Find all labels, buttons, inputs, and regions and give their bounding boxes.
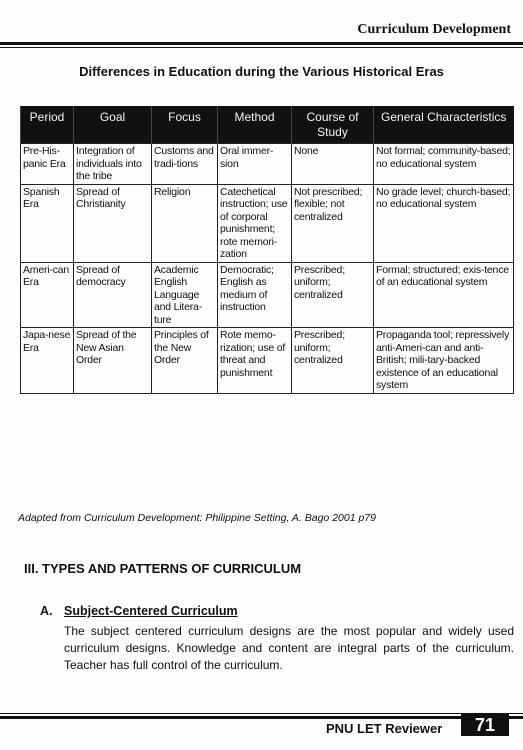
cell-goal: Spread of Christianity: [74, 184, 152, 262]
cell-general-characteristics: No grade level; church-based; no educational system: [374, 184, 514, 262]
body-paragraph: The subject centered curriculum designs are the most popular and widely used curriculum designs. Knowledge and content are integral parts of the curriculum. Teacher has full control of the curriculum.: [64, 624, 514, 672]
cell-focus: Customs and tradi-tions: [152, 144, 218, 185]
cell-method: Democratic; English as medium of instruction: [218, 262, 292, 328]
cell-goal: Integration of individuals into the tribe: [74, 144, 152, 185]
cell-course-of-study: Prescribed; uniform; centralized: [292, 328, 374, 394]
col-header-focus: Focus: [152, 106, 218, 144]
table-source-note: Adapted from Curriculum Development: Philippine Setting, A. Bago 2001 p79: [18, 512, 376, 524]
subsection-letter: A.: [40, 604, 53, 618]
cell-goal: Spread of democracy: [74, 262, 152, 328]
section-heading: III. TYPES AND PATTERNS OF CURRICULUM: [24, 561, 302, 576]
top-rule-thin: [0, 47, 523, 48]
footer-label: PNU LET Reviewer: [326, 721, 443, 736]
eras-table: [20, 106, 514, 394]
cell-period: Spanish Era: [21, 184, 74, 262]
table-row: [21, 328, 514, 394]
cell-period: Ameri-can Era: [21, 262, 74, 328]
col-header-goal: Goal: [74, 106, 152, 144]
page-number: 71: [461, 714, 509, 736]
cell-method: Rote memo-rization; use of threat and punishment: [218, 328, 292, 394]
col-header-period: Period: [21, 106, 74, 144]
cell-course-of-study: None: [292, 144, 374, 185]
col-header-course-of-study: Course of Study: [292, 106, 374, 144]
cell-focus: Principles of the New Order: [152, 328, 218, 394]
bottom-rule-thick: [0, 716, 523, 719]
cell-period: Japa-nese Era: [21, 328, 74, 394]
table-row: [21, 144, 514, 185]
col-header-method: Method: [218, 106, 292, 144]
cell-period: Pre-His-panic Era: [21, 144, 74, 185]
cell-course-of-study: Prescribed; uniform; centralized: [292, 262, 374, 328]
cell-focus: Academic English Language and Litera-ture: [152, 262, 218, 328]
table-row: [21, 262, 514, 328]
subsection-title: Subject-Centered Curriculum: [64, 604, 238, 618]
table-title: Differences in Education during the Various Historical Eras: [79, 64, 444, 79]
table-row: [21, 184, 514, 262]
cell-goal: Spread of the New Asian Order: [74, 328, 152, 394]
cell-general-characteristics: Propaganda tool; repressively anti-Ameri-can and anti-British; mili-tary-backed existence of an educational system: [374, 328, 514, 394]
table-header-row: [21, 106, 514, 144]
bottom-rule-thin: [0, 713, 523, 714]
cell-focus: Religion: [152, 184, 218, 262]
col-header-general-characteristics: General Characteristics: [374, 106, 514, 144]
cell-general-characteristics: Formal; structured; exis-tence of an educational system: [374, 262, 514, 328]
running-header: Curriculum Development: [357, 22, 511, 37]
cell-method: Catechetical instruction; use of corporal punishment; rote memori-zation: [218, 184, 292, 262]
cell-method: Oral immer-sion: [218, 144, 292, 185]
cell-course-of-study: Not prescribed; flexible; not centralized: [292, 184, 374, 262]
cell-general-characteristics: Not formal; community-based; no educational system: [374, 144, 514, 185]
top-rule-thick: [0, 42, 523, 45]
